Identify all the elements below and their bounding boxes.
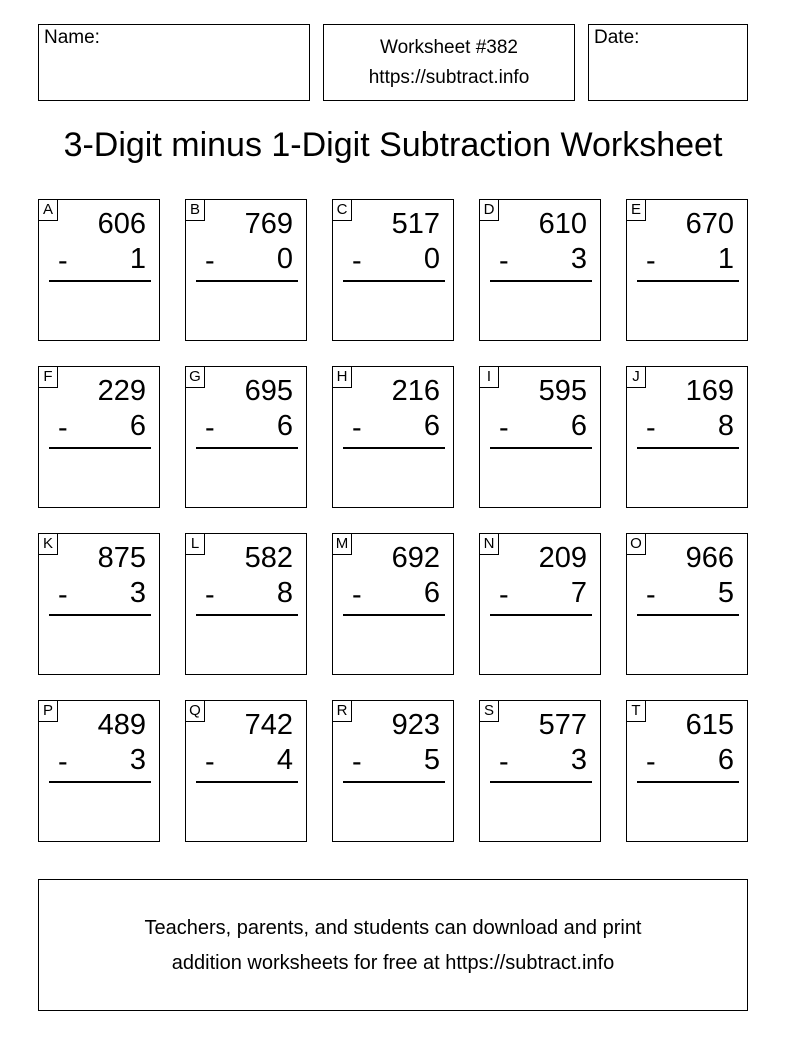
minus-sign: -: [58, 245, 68, 277]
minus-sign: -: [205, 412, 215, 444]
minus-sign: -: [499, 245, 509, 277]
answer-line: [343, 280, 445, 282]
minuend: 229: [97, 375, 146, 407]
problem-box: [38, 533, 160, 675]
minuend: 966: [685, 542, 734, 574]
problem-box: [185, 700, 307, 842]
answer-line: [637, 614, 739, 616]
minus-sign: -: [58, 412, 68, 444]
minus-sign: -: [58, 746, 68, 778]
minus-sign: -: [352, 412, 362, 444]
answer-line: [343, 781, 445, 783]
problem-box: [332, 700, 454, 842]
subtrahend: 1: [129, 243, 146, 275]
answer-line: [637, 447, 739, 449]
subtrahend: 7: [570, 577, 587, 609]
subtrahend: 3: [129, 744, 146, 776]
answer-line: [490, 781, 592, 783]
problem-box: [626, 199, 748, 341]
answer-line: [49, 280, 151, 282]
answer-line: [490, 614, 592, 616]
problem-letter: E: [626, 199, 646, 221]
subtrahend: 8: [717, 410, 734, 442]
problem-letter: F: [38, 366, 58, 388]
problem-letter: R: [332, 700, 352, 722]
minus-sign: -: [646, 579, 656, 611]
problem-letter: G: [185, 366, 205, 388]
minuend: 489: [97, 709, 146, 741]
problem-letter: D: [479, 199, 499, 221]
problem-letter: N: [479, 533, 499, 555]
answer-line: [49, 447, 151, 449]
worksheet-info-box: [323, 24, 575, 101]
worksheet-url: https://subtract.info: [368, 67, 530, 88]
answer-line: [49, 781, 151, 783]
minus-sign: -: [352, 746, 362, 778]
subtrahend: 3: [129, 577, 146, 609]
problem-letter: I: [479, 366, 499, 388]
minus-sign: -: [646, 746, 656, 778]
subtrahend: 4: [276, 744, 293, 776]
minus-sign: -: [205, 579, 215, 611]
minus-sign: -: [205, 245, 215, 277]
problem-box: [626, 366, 748, 508]
answer-line: [196, 781, 298, 783]
problem-box: [38, 366, 160, 508]
answer-line: [637, 781, 739, 783]
minus-sign: -: [58, 579, 68, 611]
answer-line: [49, 614, 151, 616]
answer-line: [196, 614, 298, 616]
problem-box: [38, 199, 160, 341]
worksheet-title: Worksheet #382: [379, 37, 518, 58]
minuend: 169: [685, 375, 734, 407]
problem-letter: Q: [185, 700, 205, 722]
problem-box: [332, 199, 454, 341]
problem-letter: K: [38, 533, 58, 555]
minus-sign: -: [352, 579, 362, 611]
problem-letter: J: [626, 366, 646, 388]
minuend: 923: [391, 709, 440, 741]
minuend: 517: [391, 208, 440, 240]
page-title: 3-Digit minus 1-Digit Subtraction Worksheet: [63, 126, 723, 164]
problem-box: [479, 366, 601, 508]
subtrahend: 6: [423, 577, 440, 609]
minus-sign: -: [646, 245, 656, 277]
problem-letter: B: [185, 199, 205, 221]
subtrahend: 1: [717, 243, 734, 275]
footer-note: [38, 879, 748, 1011]
problem-box: [332, 533, 454, 675]
subtrahend: 6: [423, 410, 440, 442]
subtrahend: 5: [717, 577, 734, 609]
problem-letter: T: [626, 700, 646, 722]
answer-line: [196, 280, 298, 282]
problem-box: [332, 366, 454, 508]
subtrahend: 6: [129, 410, 146, 442]
problem-letter: P: [38, 700, 58, 722]
minuend: 692: [391, 542, 440, 574]
minuend: 695: [244, 375, 293, 407]
minuend: 595: [538, 375, 587, 407]
minuend: 577: [538, 709, 587, 741]
answer-line: [490, 280, 592, 282]
problem-box: [479, 199, 601, 341]
date-box[interactable]: [588, 24, 748, 101]
name-box[interactable]: [38, 24, 310, 101]
minus-sign: -: [352, 245, 362, 277]
problem-letter: H: [332, 366, 352, 388]
answer-line: [490, 447, 592, 449]
problem-letter: A: [38, 199, 58, 221]
answer-line: [343, 614, 445, 616]
name-label: Name:: [44, 27, 100, 48]
minuend: 875: [97, 542, 146, 574]
problem-letter: L: [185, 533, 205, 555]
subtrahend: 6: [717, 744, 734, 776]
problem-box: [479, 700, 601, 842]
subtrahend: 6: [570, 410, 587, 442]
problem-box: [479, 533, 601, 675]
footer-line-2: addition worksheets for free at https://subtract.info: [171, 952, 615, 974]
minus-sign: -: [646, 412, 656, 444]
minus-sign: -: [499, 746, 509, 778]
problem-letter: C: [332, 199, 352, 221]
subtrahend: 3: [570, 744, 587, 776]
subtrahend: 6: [276, 410, 293, 442]
minus-sign: -: [499, 412, 509, 444]
problem-box: [185, 199, 307, 341]
minuend: 742: [244, 709, 293, 741]
minuend: 209: [538, 542, 587, 574]
answer-line: [343, 447, 445, 449]
minuend: 216: [391, 375, 440, 407]
answer-line: [196, 447, 298, 449]
date-label: Date:: [594, 27, 640, 48]
minuend: 606: [97, 208, 146, 240]
subtrahend: 5: [423, 744, 440, 776]
subtrahend: 8: [276, 577, 293, 609]
footer-line-1: Teachers, parents, and students can download and print: [144, 917, 642, 939]
minus-sign: -: [205, 746, 215, 778]
minuend: 670: [685, 208, 734, 240]
problem-box: [185, 533, 307, 675]
minuend: 769: [244, 208, 293, 240]
minus-sign: -: [499, 579, 509, 611]
problem-box: [185, 366, 307, 508]
minuend: 582: [244, 542, 293, 574]
subtrahend: 3: [570, 243, 587, 275]
problem-box: [38, 700, 160, 842]
subtrahend: 0: [423, 243, 440, 275]
problem-box: [626, 533, 748, 675]
problem-letter: O: [626, 533, 646, 555]
problem-letter: S: [479, 700, 499, 722]
subtrahend: 0: [276, 243, 293, 275]
minuend: 610: [538, 208, 587, 240]
problem-letter: M: [332, 533, 352, 555]
answer-line: [637, 280, 739, 282]
problem-box: [626, 700, 748, 842]
minuend: 615: [685, 709, 734, 741]
